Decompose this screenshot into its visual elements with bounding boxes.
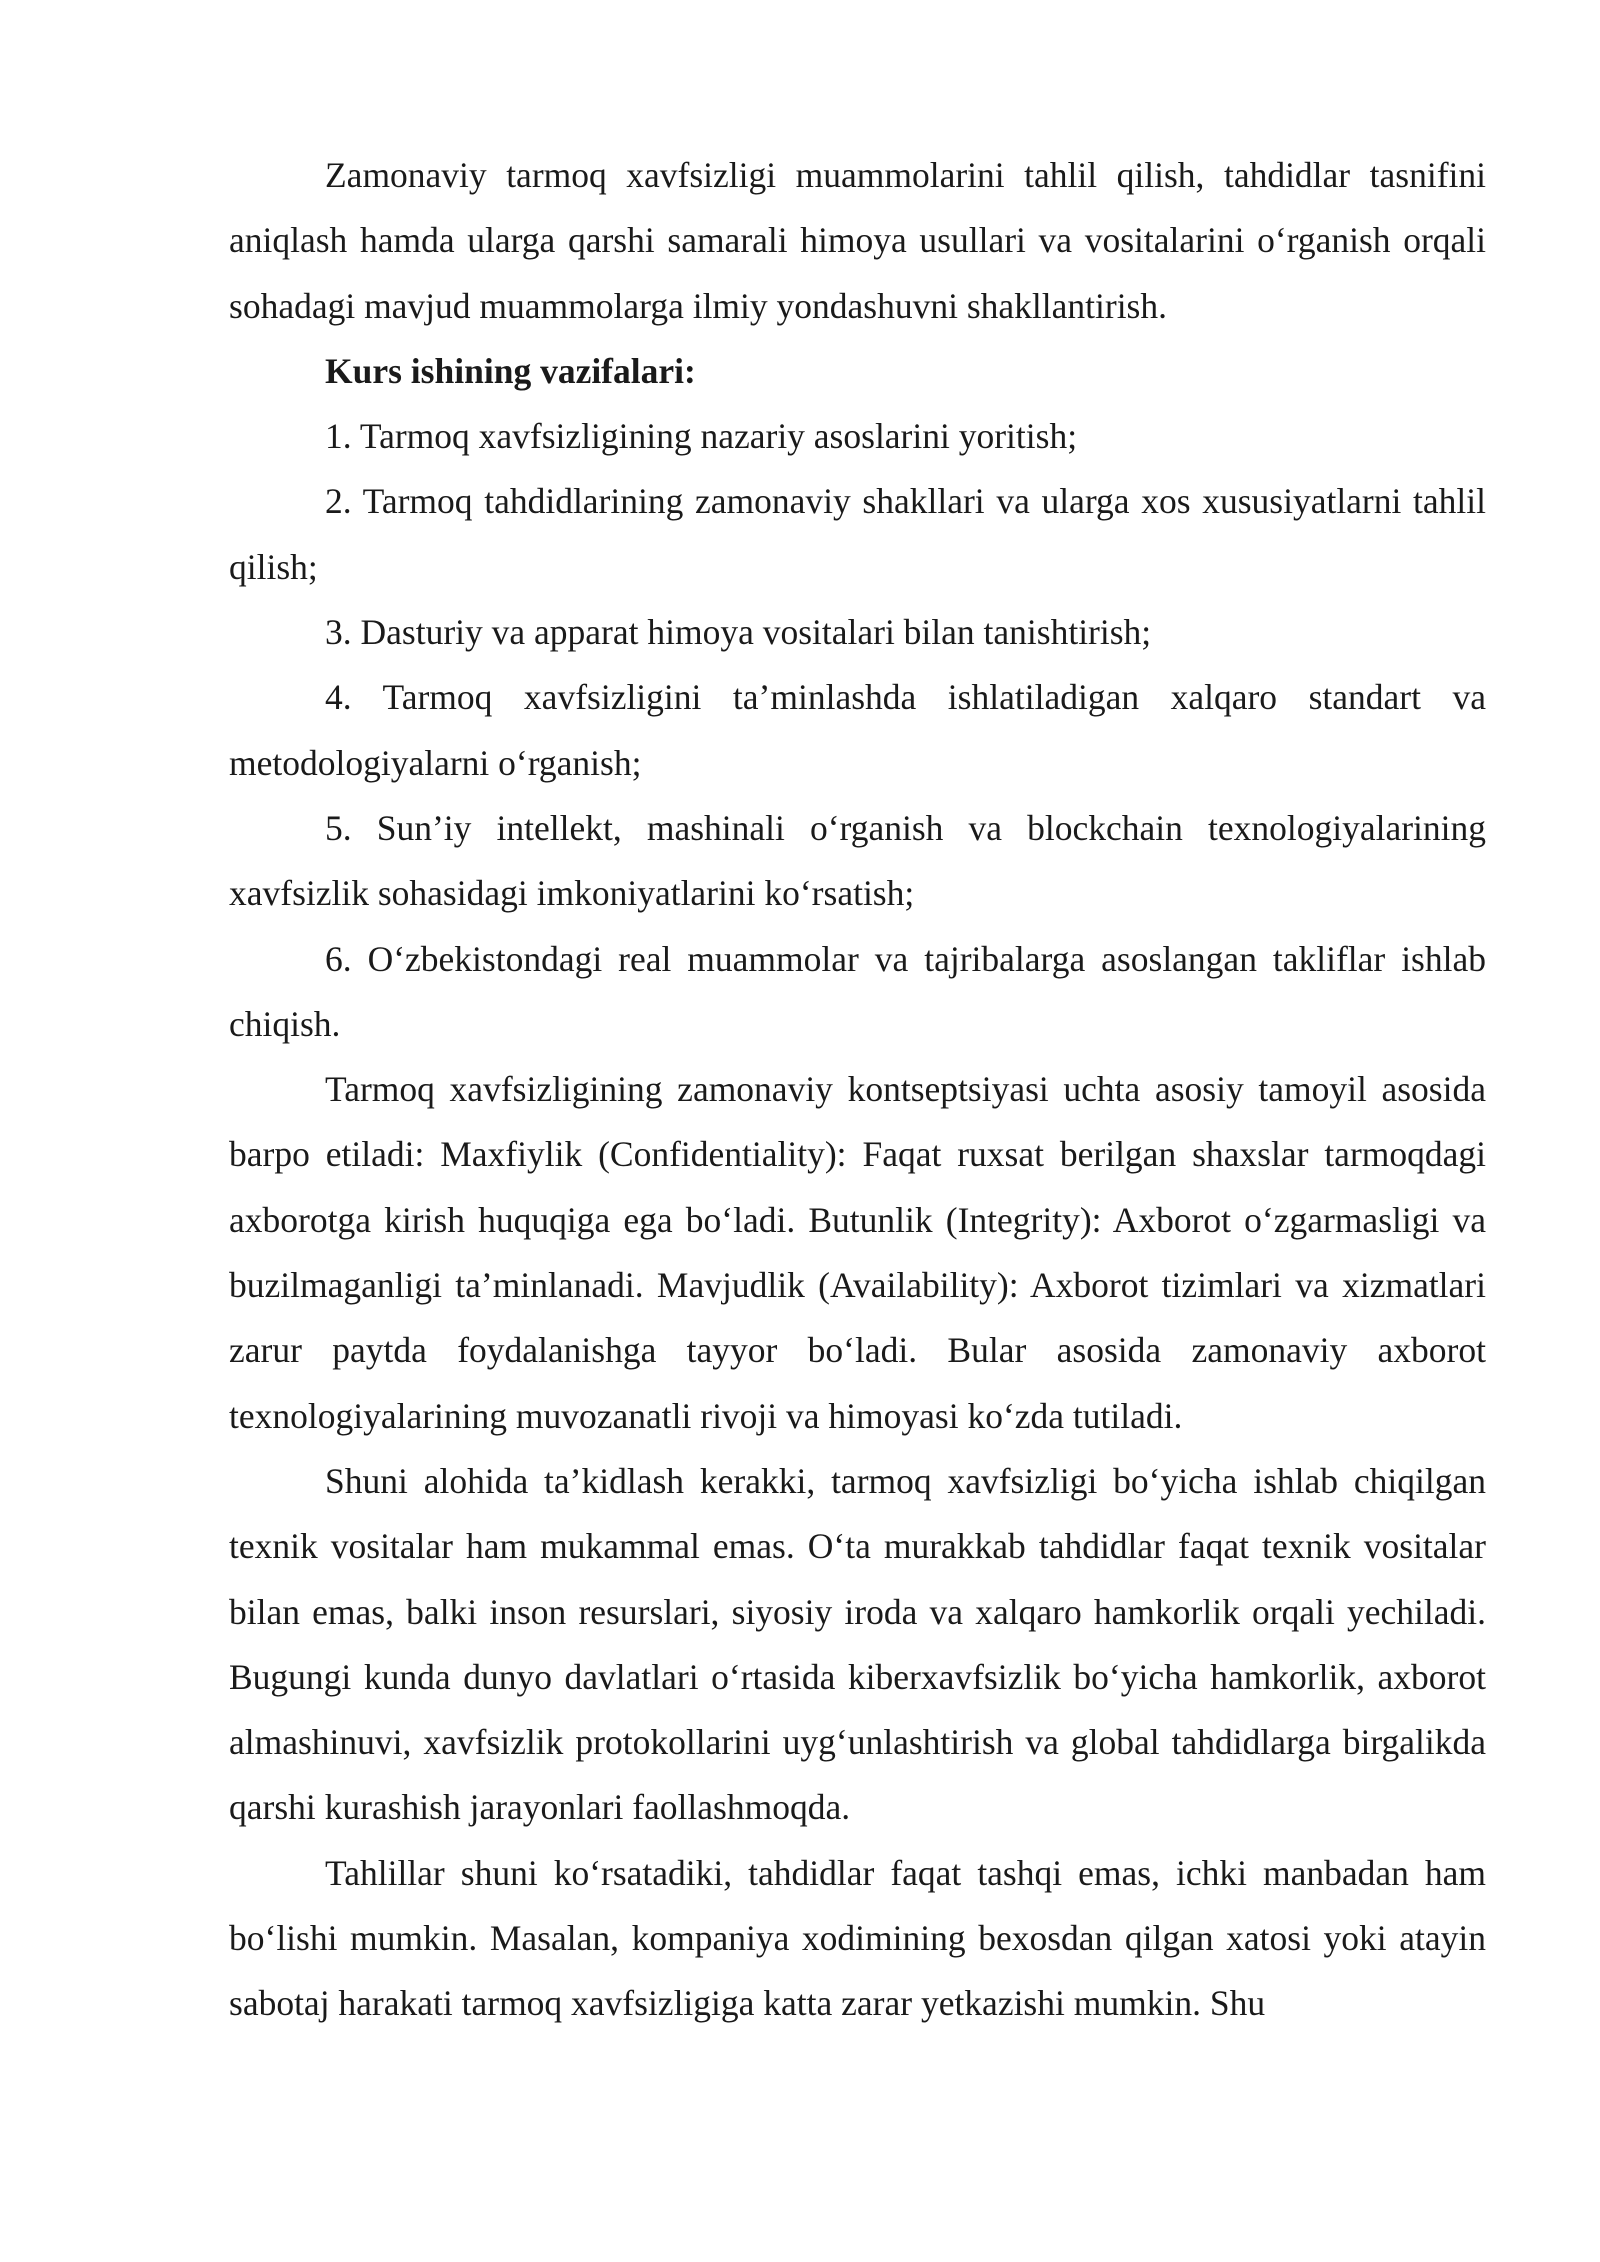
- concept-paragraph: Tarmoq xavfsizligining zamonaviy kontseptsiyasi uchta asosiy tamoyil asosida barpo etiladi: Maxfiylik (Confidentiality): Faqat ruxsat berilgan shaxslar tarmoqdagi axborotga kirish huquqiga ega bo‘ladi. Butunlik (Integrity): Axborot o‘zgarmasligi va buzilmaganligi ta’minlanadi. Mavjudlik (Availability): Axborot tizimlari va xizmatlari zarur paytda foydalanishga tayyor bo‘ladi. Bular asosida zamonaviy axborot texnologiyalarining muvozanatli rivoji va himoyasi ko‘zda tutiladi.: [229, 1069, 1486, 1436]
- task-item-2: 2. Tarmoq tahdidlarining zamonaviy shakllari va ularga xos xususiyatlarni tahlil qilish;: [229, 481, 1486, 587]
- task-item-5: 5. Sun’iy intellekt, mashinali o‘rganish va blockchain texnologiyalarining xavfsizlik sohasidagi imkoniyatlarini ko‘rsatish;: [229, 807, 1486, 914]
- task-item-6: 6. O‘zbekistondagi real muammolar va tajribalarga asoslangan takliflar ishlab chiqish.: [229, 938, 1486, 1044]
- technical-means-paragraph: Shuni alohida ta’kidlash kerakki, tarmoq xavfsizligi bo‘yicha ishlab chiqilgan texnik vositalar ham mukammal emas. O‘ta murakkab tahdidlar faqat texnik vositalar bilan emas, balki inson resurslari, siyosiy iroda va xalqaro hamkorlik orqali yechiladi. Bugungi kunda dunyo davlatlari o‘rtasida kiberxavfsizlik bo‘yicha hamkorlik, axborot almashinuvi, xavfsizlik protokollarini uyg‘unlashtirish va global tahdidlarga birgalikda qarshi kurashish jarayonlari faollashmoqda.: [229, 1460, 1486, 1828]
- task-item-4: 4. Tarmoq xavfsizligini ta’minlashda ishlatiladigan xalqaro standart va metodologiyalarni o‘rganish;: [229, 677, 1486, 783]
- task-item-1: 1. Tarmoq xavfsizligining nazariy asoslarini yoritish;: [325, 416, 1078, 457]
- analysis-paragraph: Tahlillar shuni ko‘rsatadiki, tahdidlar faqat tashqi emas, ichki manbadan ham bo‘lishi mumkin. Masalan, kompaniya xodimining bexosdan qilgan xatosi yoki atayin sabotaj harakati tarmoq xavfsizligiga katta zarar yetkazishi mumkin. Shu: [229, 1852, 1486, 2024]
- tasks-heading: Kurs ishining vazifalari:: [325, 350, 696, 391]
- goal-paragraph: Zamonaviy tarmoq xavfsizligi muammolarini tahlil qilish, tahdidlar tasnifini aniqlash hamda ularga qarshi samarali himoya usullari va vositalarini o‘rganish orqali sohadagi mavjud muammolarga ilmiy yondashuvni shakllantirish.: [229, 155, 1486, 326]
- page-body: [229, 143, 1486, 2037]
- task-item-3: 3. Dasturiy va apparat himoya vositalari bilan tanishtirish;: [325, 612, 1152, 653]
